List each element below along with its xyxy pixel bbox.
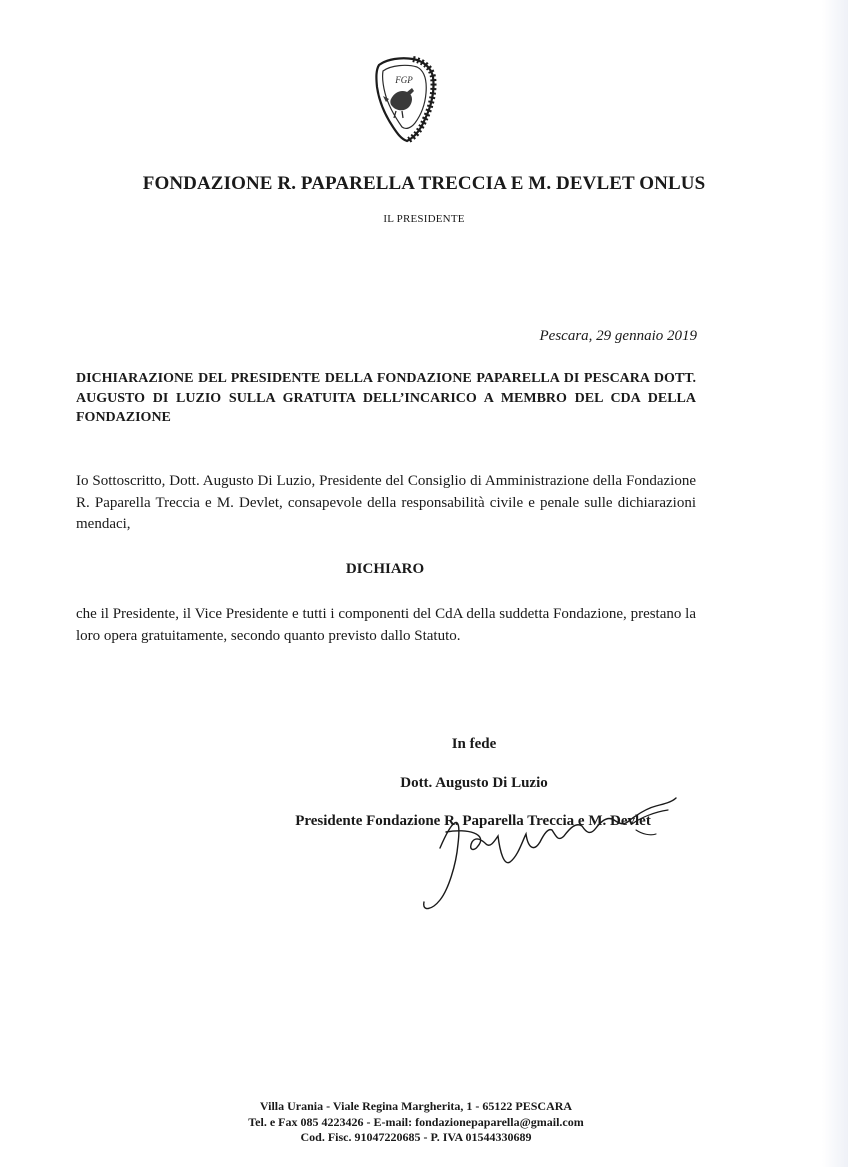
intro-paragraph: Io Sottoscritto, Dott. Augusto Di Luzio, Presidente del Consiglio di Amministrazione della Fondazione R. Paparella Treccia e M. Devlet, consapevole della responsabilità civile e penale sulle dichiarazioni mendaci, bbox=[76, 473, 696, 532]
footer-contacts: Tel. e Fax 085 4223426 - E-mail: fondazionepaparella@gmail.com bbox=[248, 1114, 584, 1129]
document-heading: DICHIARAZIONE DEL PRESIDENTE DELLA FONDAZIONE PAPARELLA DI PESCARA DOTT. AUGUSTO DI LUZIO SULLA GRATUITA DELL’INCARICO A MEMBRO DEL CDA DELLA FONDAZIONE bbox=[76, 371, 696, 425]
closing-in-fede: In fede bbox=[451, 736, 497, 752]
signatory-role: Presidente Fondazione R. Paparella Treccia e M. Devlet bbox=[295, 813, 651, 829]
logo-monogram: FGP bbox=[395, 75, 413, 85]
handwritten-signature bbox=[418, 790, 698, 915]
statement-paragraph: che il Presidente, il Vice Presidente e tutti i componenti del CdA della suddetta Fondazione, prestano la loro opera gratuitamente, secondo quanto previsto dallo Statuto. bbox=[76, 606, 696, 644]
subtitle: IL PRESIDENTE bbox=[383, 213, 465, 225]
footer-tax-codes: Cod. Fisc. 91047220685 - P. IVA 01544330689 bbox=[300, 1130, 532, 1144]
declaration-word: DICHIARO bbox=[345, 561, 425, 577]
organization-title: FONDAZIONE R. PAPARELLA TRECCIA E M. DEVLET ONLUS bbox=[142, 173, 706, 194]
foundation-logo bbox=[371, 55, 437, 143]
footer bbox=[0, 1099, 832, 1146]
place-date: Pescara, 29 gennaio 2019 bbox=[539, 328, 697, 344]
footer-address: Villa Urania - Viale Regina Margherita, 1 - 65122 PESCARA bbox=[259, 1099, 573, 1113]
signatory-name: Dott. Augusto Di Luzio bbox=[400, 775, 548, 791]
